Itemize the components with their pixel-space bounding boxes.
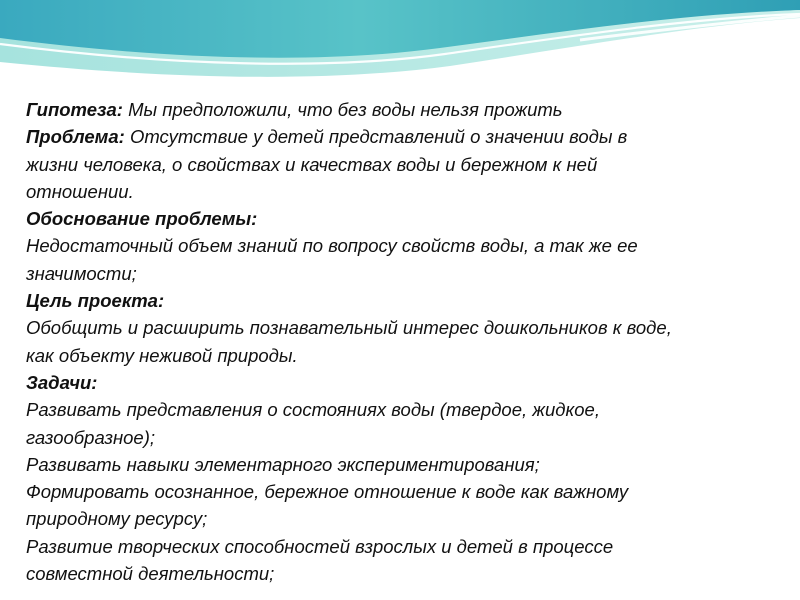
rationale-label: Обоснование проблемы: xyxy=(26,208,258,230)
task-3-line-1: Формировать осознанное, бережное отношение к воде как важному xyxy=(26,481,629,503)
task-2: Развивать навыки элементарного экспериментирования; xyxy=(26,453,540,475)
task-4-line-2: совместной деятельности; xyxy=(26,563,275,585)
hypothesis-line xyxy=(26,96,794,123)
task-1-line-1: Развивать представления о состояниях воды (твердое, жидкое, xyxy=(26,399,600,421)
tasks-label: Задачи: xyxy=(26,371,98,393)
problem-line-1 xyxy=(26,123,794,150)
hypothesis-label: Гипотеза: xyxy=(26,99,123,120)
problem-text-3: отношении. xyxy=(26,180,134,202)
goal-text-2: как объекту неживой природы. xyxy=(26,344,298,366)
task-4-line-1: Развитие творческих способностей взрослых и детей в процессе xyxy=(26,535,614,557)
task-3-line-2: природному ресурсу; xyxy=(26,508,208,530)
slide-body-text xyxy=(26,96,794,587)
wave-header-decoration xyxy=(0,0,800,90)
rationale-text-1: Недостаточный объем знаний по вопросу свойств воды, а так же ее xyxy=(26,235,638,257)
problem-label: Проблема: xyxy=(26,126,125,148)
problem-text-1: Отсутствие у детей представлений о значении воды в xyxy=(124,126,628,148)
task-1-line-2: газообразное); xyxy=(26,426,156,448)
hypothesis-text: Мы предположили, что без воды нельзя прожить xyxy=(122,99,563,120)
rationale-text-2: значимости; xyxy=(26,262,137,284)
goal-text-1: Обобщить и расширить познавательный интерес дошкольников к воде, xyxy=(26,317,672,339)
goal-label: Цель проекта: xyxy=(26,290,165,312)
problem-text-2: жизни человека, о свойствах и качествах воды и бережном к ней xyxy=(26,153,598,175)
